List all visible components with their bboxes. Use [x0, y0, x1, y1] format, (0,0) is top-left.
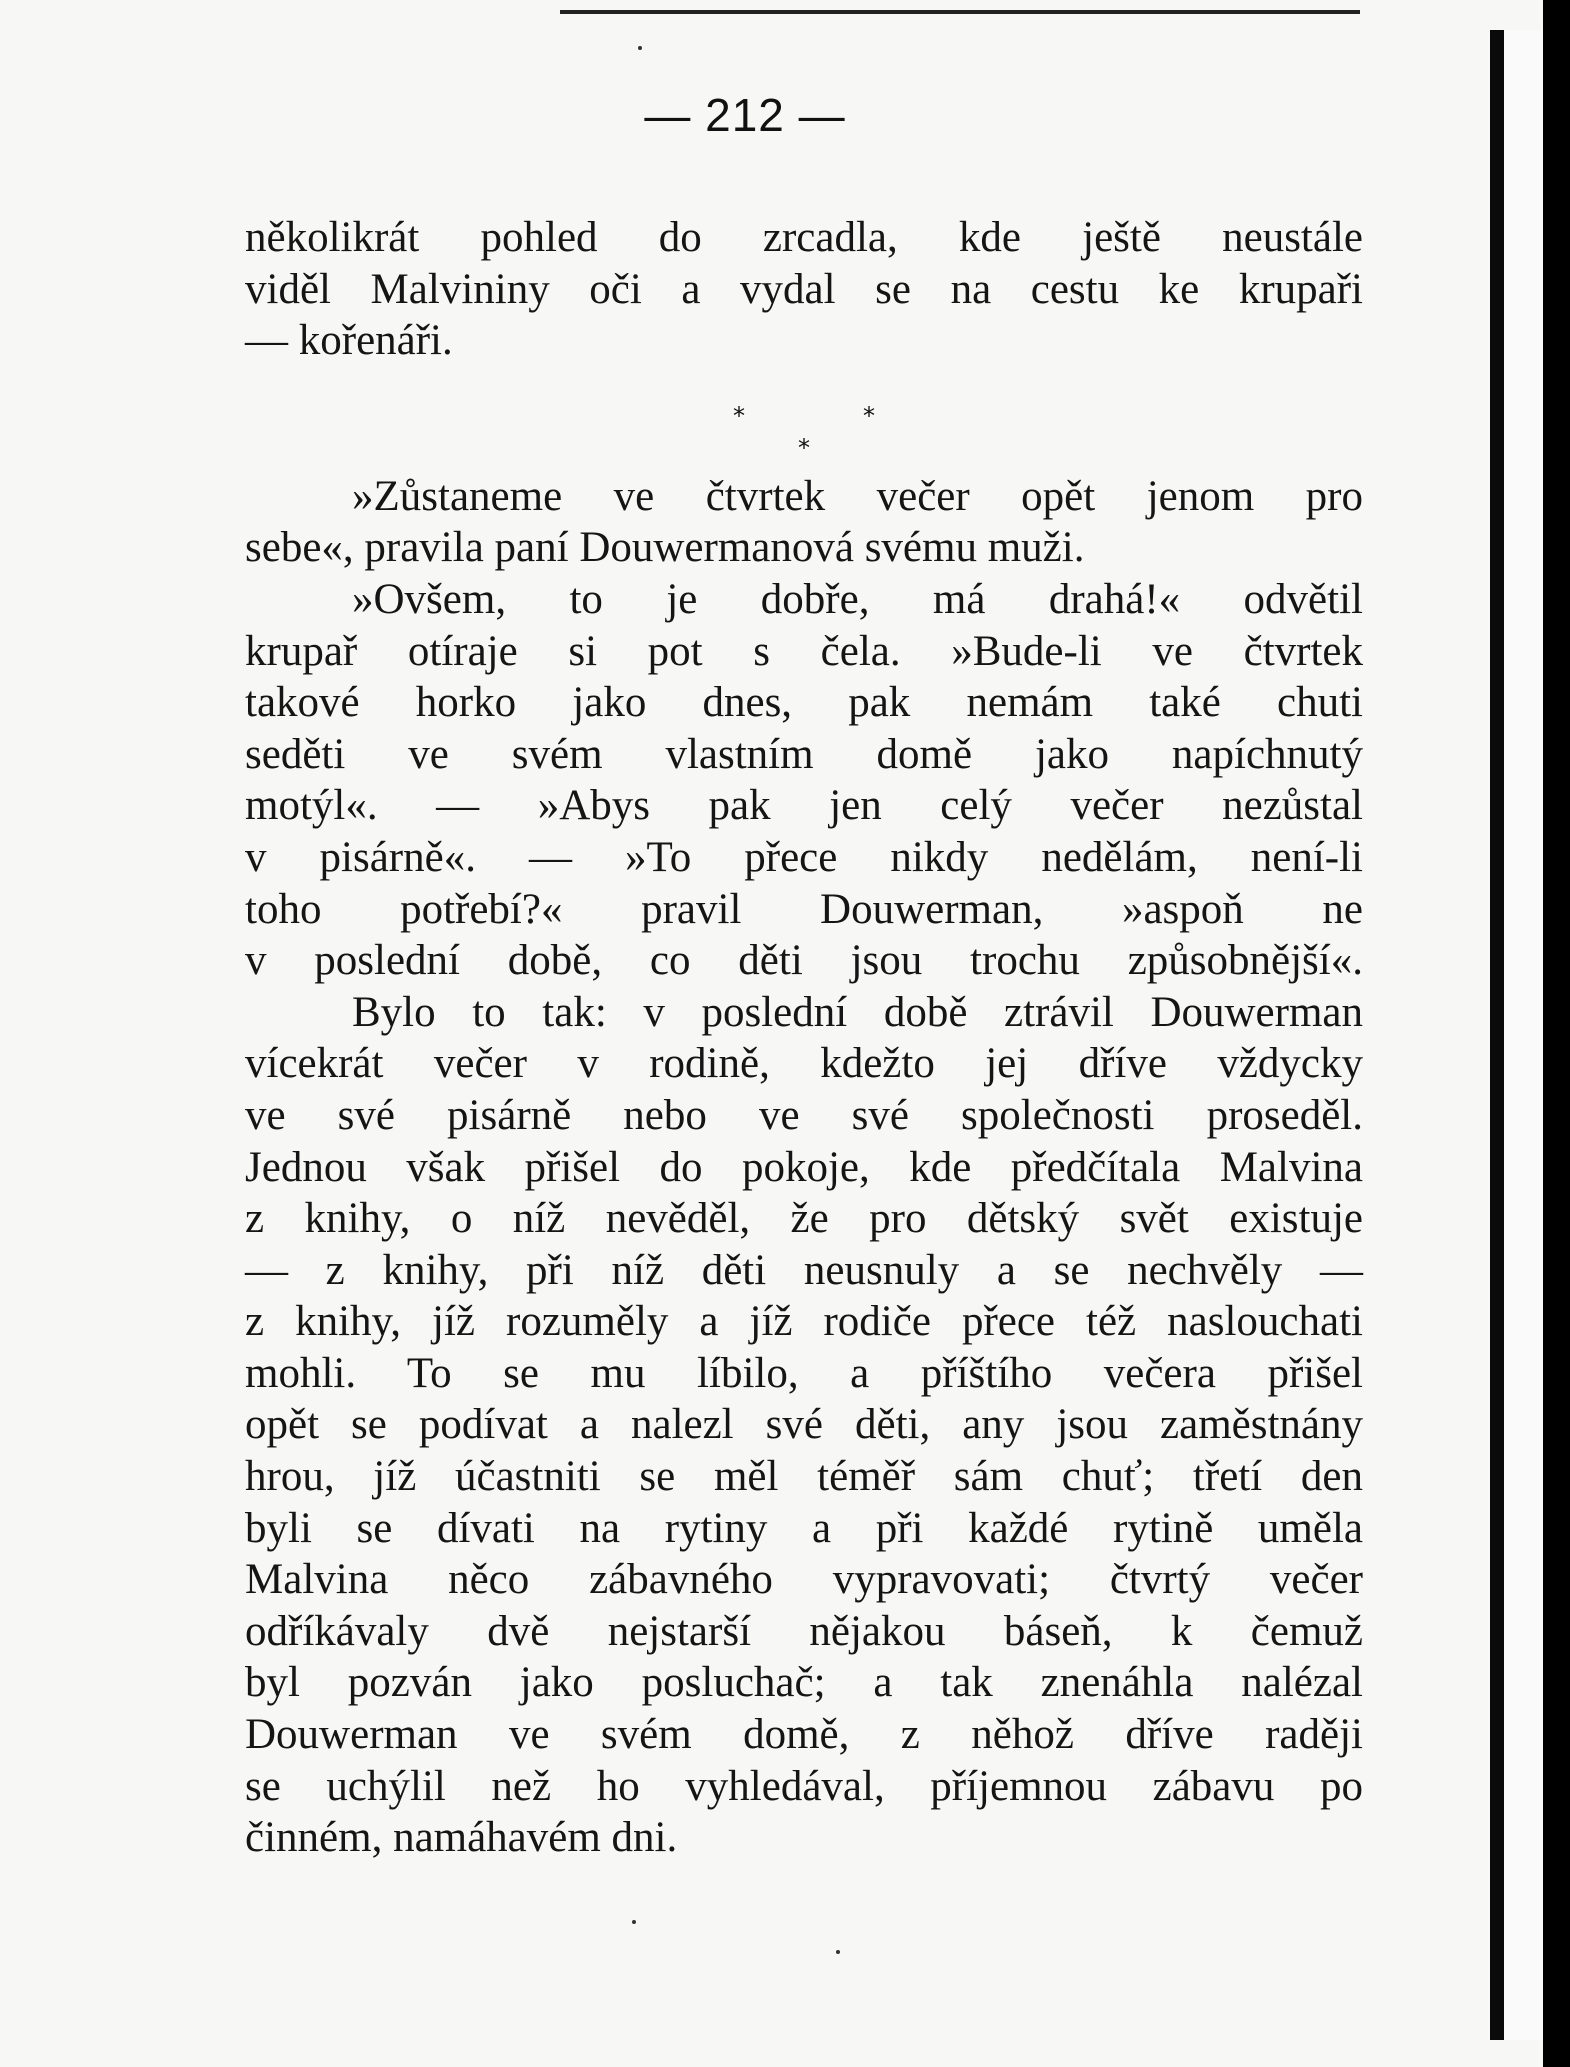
text-line: Jednou však přišel do pokoje, kde předčítala Malvina: [245, 1143, 1363, 1191]
paragraph-2: [245, 471, 1363, 1864]
text-line: — kořenáři.: [245, 317, 453, 365]
separator-star: *: [733, 401, 745, 430]
paragraph-1: [245, 212, 1363, 367]
text-line: z knihy, o níž nevěděl, že pro dětský svět existuje: [245, 1195, 1363, 1243]
print-speck: [836, 1950, 840, 1954]
text-line: se uchýlil než ho vyhledával, příjemnou zábavu po: [245, 1762, 1363, 1810]
text-line: Bylo to tak: v poslední době ztrávil Douwerman: [352, 988, 1363, 1036]
text-line: sebe«, pravila paní Douwermanová svému muži.: [245, 524, 1085, 572]
text-line: odříkávaly dvě nejstarší nějakou báseň, k čemuž: [245, 1607, 1363, 1655]
text-line: z knihy, jíž rozuměly a jíž rodiče přece též naslouchati: [245, 1298, 1363, 1346]
text-line: byli se dívati na rytiny a při každé rytině uměla: [245, 1504, 1363, 1552]
text-line: byl pozván jako posluchač; a tak znenáhla nalézal: [245, 1659, 1363, 1707]
text-line: toho potřebí?« pravil Douwerman, »aspoň ne: [245, 885, 1363, 933]
body-text: [245, 212, 1363, 1864]
text-line: seděti ve svém vlastním domě jako napíchnutý: [245, 730, 1363, 778]
text-line: takové horko jako dnes, pak nemám také chuti: [245, 679, 1363, 727]
separator-star: *: [798, 433, 810, 462]
print-speck: [632, 1920, 636, 1924]
top-edge-rule: [560, 10, 1360, 14]
text-line: Douwerman ve svém domě, z něhož dříve raději: [245, 1711, 1363, 1759]
text-line: Malvina něco zábavného vypravovati; čtvrtý večer: [245, 1556, 1363, 1604]
text-line: mohli. To se mu líbilo, a příštího večera přišel: [245, 1349, 1363, 1397]
print-speck: [638, 46, 642, 50]
text-line: »Ovšem, to je dobře, má drahá!« odvětil: [352, 575, 1363, 623]
text-line: hrou, jíž účastniti se měl téměř sám chuť; třetí den: [245, 1453, 1363, 1501]
separator-star: *: [863, 401, 875, 430]
text-line: několikrát pohled do zrcadla, kde ještě neustále: [245, 214, 1363, 261]
text-line: ve své pisárně nebo ve své společnosti proseděl.: [245, 1091, 1363, 1139]
text-line: činném, namáhavém dni.: [245, 1814, 678, 1862]
page-margin-strip: [1504, 30, 1543, 2040]
text-line: »Zůstaneme ve čtvrtek večer opět jenom pro: [352, 472, 1363, 520]
text-line: opět se podívat a nalezl své děti, any jsou zaměstnány: [245, 1401, 1363, 1449]
section-separator: [245, 367, 1363, 471]
page-edge-shadow: [1490, 30, 1504, 2040]
page-number: — 212 —: [644, 89, 846, 141]
text-line: krupař otíraje si pot s čela. »Bude-li ve čtvrtek: [245, 627, 1363, 675]
text-line: v poslední době, co děti jsou trochu způsobnější«.: [245, 937, 1363, 985]
text-line: motýl«. — »Abys pak jen celý večer nezůstal: [245, 782, 1363, 830]
text-line: — z knihy, při níž děti neusnuly a se nechvěly —: [245, 1246, 1363, 1294]
text-line: vícekrát večer v rodině, kdežto jej dříve vždycky: [245, 1040, 1363, 1088]
text-line: v pisárně«. — »To přece nikdy nedělám, není-li: [245, 833, 1363, 881]
text-line: viděl Malvininy oči a vydal se na cestu ke krupaři: [245, 265, 1363, 313]
